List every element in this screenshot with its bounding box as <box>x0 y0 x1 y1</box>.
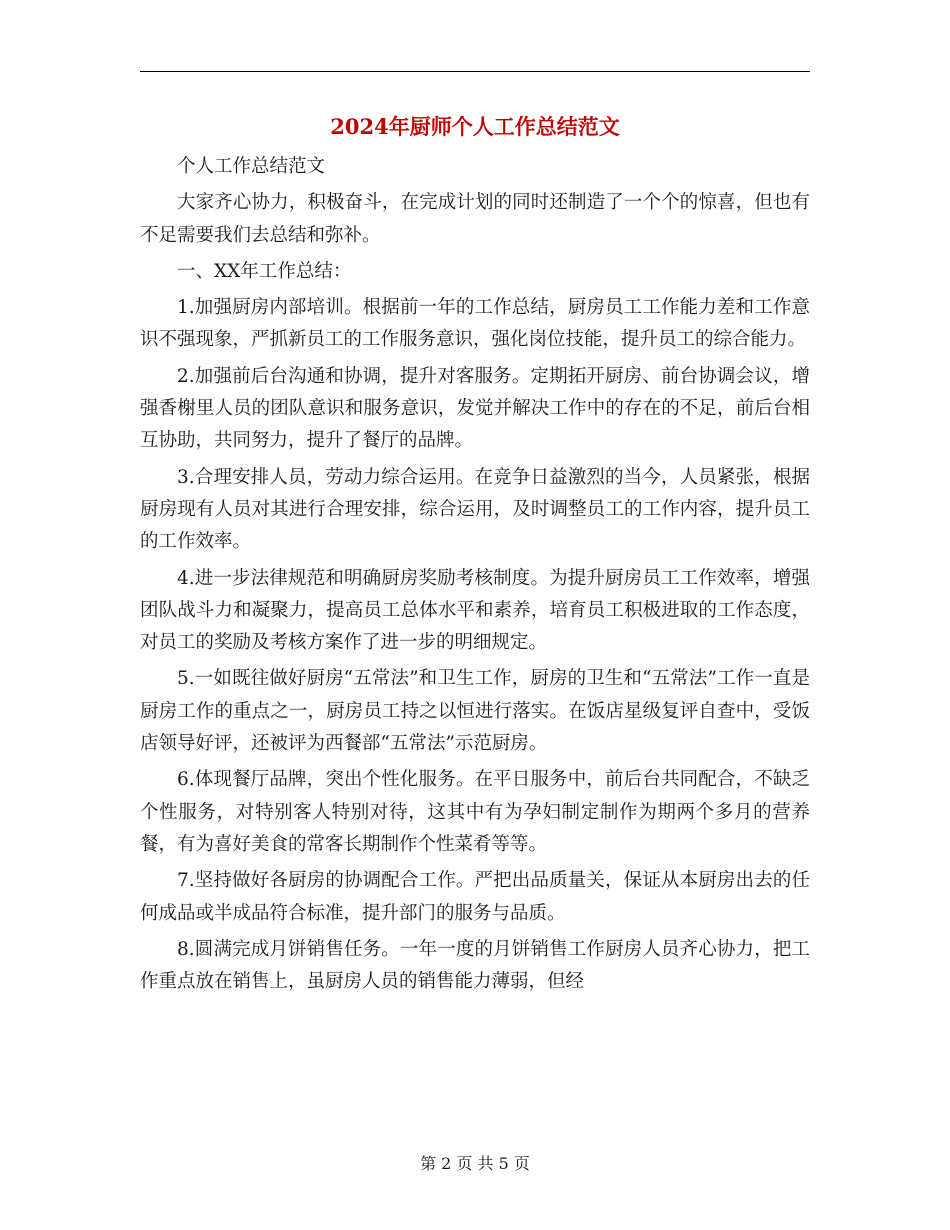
paragraph-item-3: 3.合理安排人员，劳动力综合运用。在竞争日益激烈的当今，人员紧张，根据厨房现有人员对其进行合理安排，综合运用，及时调整员工的工作内容，提升员工的工作效率。 <box>140 466 810 553</box>
paragraph-item-8: 8.圆满完成月饼销售任务。一年一度的月饼销售工作厨房人员齐心协力，把工作重点放在销售上，虽厨房人员的销售能力薄弱，但经 <box>140 938 810 993</box>
paragraph-intro: 大家齐心协力，积极奋斗，在完成计划的同时还制造了一个个的惊喜，但也有不足需要我们去总结和弥补。 <box>140 192 810 246</box>
paragraph-item-2: 2.加强前后台沟通和协调，提升对客服务。定期拓开厨房、前台协调会议，增强香榭里人员的团队意识和服务意识，发觉并解决工作中的存在的不足，前后台相互协助，共同努力，提升了餐厅的品牌。 <box>140 365 810 452</box>
paragraph-item-6: 6.体现餐厅品牌，突出个性化服务。在平日服务中，前后台共同配合，不缺乏个性服务，对特别客人特别对待，这其中有为孕妇制定制作为期两个多月的营养餐，有为喜好美食的常客长期制作个性菜肴等等。 <box>140 769 810 855</box>
document-body <box>140 151 810 1002</box>
paragraph-item-5: 5.一如既往做好厨房“五常法”和卫生工作，厨房的卫生和“五常法”工作一直是厨房工作的重点之一，厨房员工持之以恒进行落实。在饭店星级复评自查中，受饭店领导好评，还被评为西餐部“五常法”示范厨房。 <box>140 668 810 755</box>
header-rule <box>140 71 810 72</box>
paragraph-item-7: 7.坚持做好各厨房的协调配合工作。严把出品质量关，保证从本厨房出去的任何成品或半成品符合标准，提升部门的服务与品质。 <box>140 870 810 924</box>
section-heading: 一、XX年工作总结： <box>177 260 352 282</box>
paragraph-item-1: 1.加强厨房内部培训。根据前一年的工作总结，厨房员工工作能力差和工作意识不强现象，严抓新员工的工作服务意识，强化岗位技能，提升员工的综合能力。 <box>140 297 810 351</box>
page-number: 第 2 页 共 5 页 <box>420 1154 530 1173</box>
paragraph-subtitle: 个人工作总结范文 <box>177 156 326 177</box>
document-title: 2024年厨师个人工作总结范文 <box>330 114 620 139</box>
paragraph-item-4: 4.进一步法律规范和明确厨房奖励考核制度。为提升厨房员工工作效率，增强团队战斗力和凝聚力，提高员工总体水平和素养，培育员工积极进取的工作态度，对员工的奖励及考核方案作了进一步的明细规定。 <box>140 567 810 654</box>
